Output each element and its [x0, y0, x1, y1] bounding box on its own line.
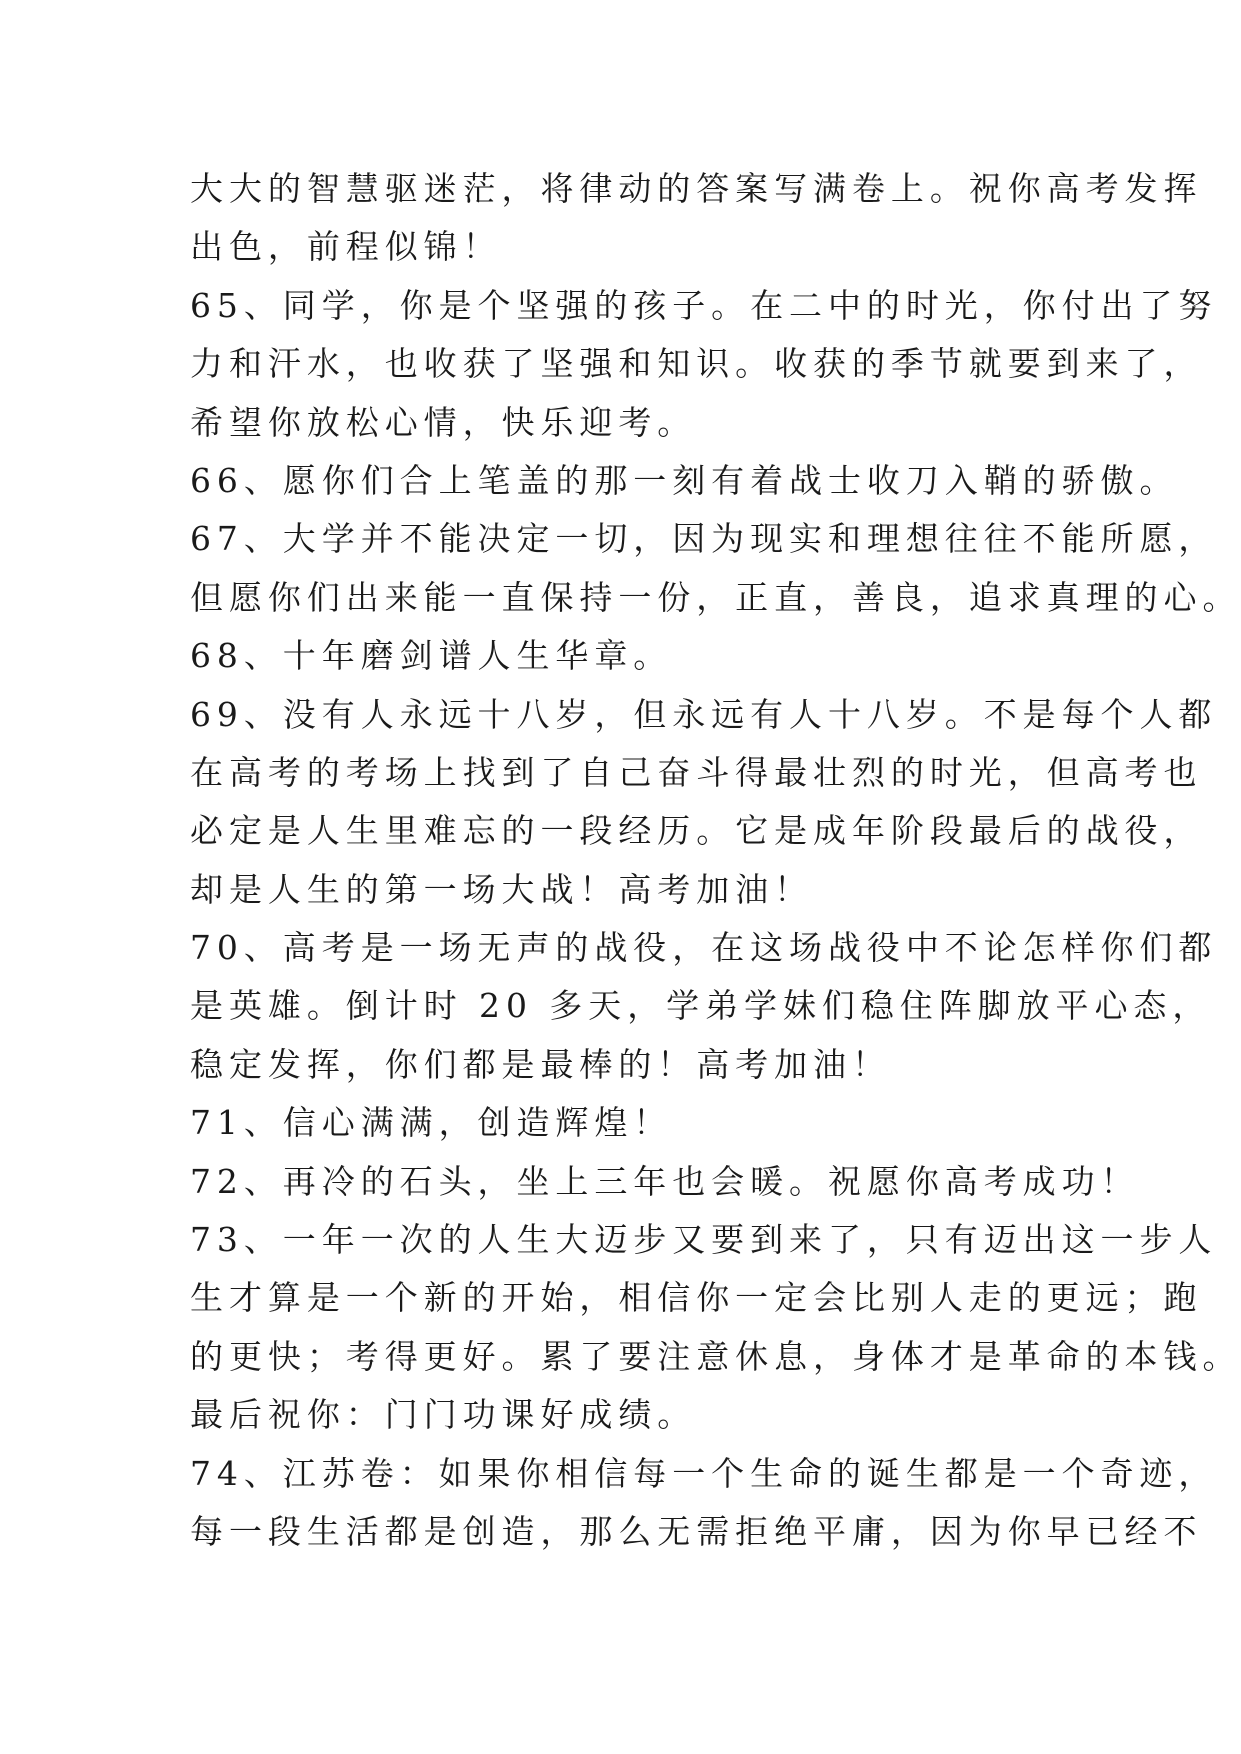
text-line: 力和汗水，也收获了坚强和知识。收获的季节就要到来了， — [190, 344, 1203, 384]
text-line: 是英雄。倒计时 20 多天，学弟学妹们稳住阵脚放平心态， — [190, 986, 1212, 1026]
text-line: 67、大学并不能决定一切，因为现实和理想往往不能所愿， — [190, 519, 1218, 559]
text-line: 68、十年磨剑谱人生华章。 — [190, 636, 673, 676]
text-line: 在高考的考场上找到了自己奋斗得最壮烈的时光，但高考也 — [190, 752, 1203, 792]
text-line: 69、没有人永远十八岁，但永远有人十八岁。不是每个人都 — [190, 694, 1218, 734]
text-line: 71、信心满满，创造辉煌！ — [190, 1103, 673, 1143]
text-line: 每一段生活都是创造，那么无需拒绝平庸，因为你早已经不 — [190, 1511, 1203, 1551]
text-line: 必定是人生里难忘的一段经历。它是成年阶段最后的战役， — [190, 811, 1203, 851]
document-body — [190, 160, 1241, 1561]
text-line: 最后祝你：门门功课好成绩。 — [190, 1395, 697, 1435]
text-line: 却是人生的第一场大战！高考加油！ — [190, 869, 814, 909]
text-line: 稳定发挥，你们都是最棒的！高考加油！ — [190, 1044, 891, 1084]
text-line: 74、江苏卷：如果你相信每一个生命的诞生都是一个奇迹， — [190, 1453, 1218, 1493]
text-line: 生才算是一个新的开始，相信你一定会比别人走的更远；跑 — [190, 1278, 1203, 1318]
text-line: 65、同学，你是个坚强的孩子。在二中的时光，你付出了努 — [190, 285, 1218, 325]
text-line: 70、高考是一场无声的战役，在这场战役中不论怎样你们都 — [190, 928, 1218, 968]
text-line: 的更快；考得更好。累了要注意休息，身体才是革命的本钱。 — [190, 1336, 1241, 1376]
text-line: 大大的智慧驱迷茫，将律动的答案写满卷上。祝你高考发挥 — [190, 169, 1203, 208]
text-line: 出色，前程似锦！ — [190, 227, 502, 267]
text-line: 66、愿你们合上笔盖的那一刻有着战士收刀入鞘的骄傲。 — [190, 460, 1179, 500]
text-line: 72、再冷的石头，坐上三年也会暖。祝愿你高考成功！ — [190, 1161, 1140, 1201]
text-line: 73、一年一次的人生大迈步又要到来了，只有迈出这一步人 — [190, 1220, 1218, 1260]
text-line: 但愿你们出来能一直保持一份，正直，善良，追求真理的心。 — [190, 577, 1241, 617]
text-line: 希望你放松心情，快乐迎考。 — [190, 402, 697, 442]
